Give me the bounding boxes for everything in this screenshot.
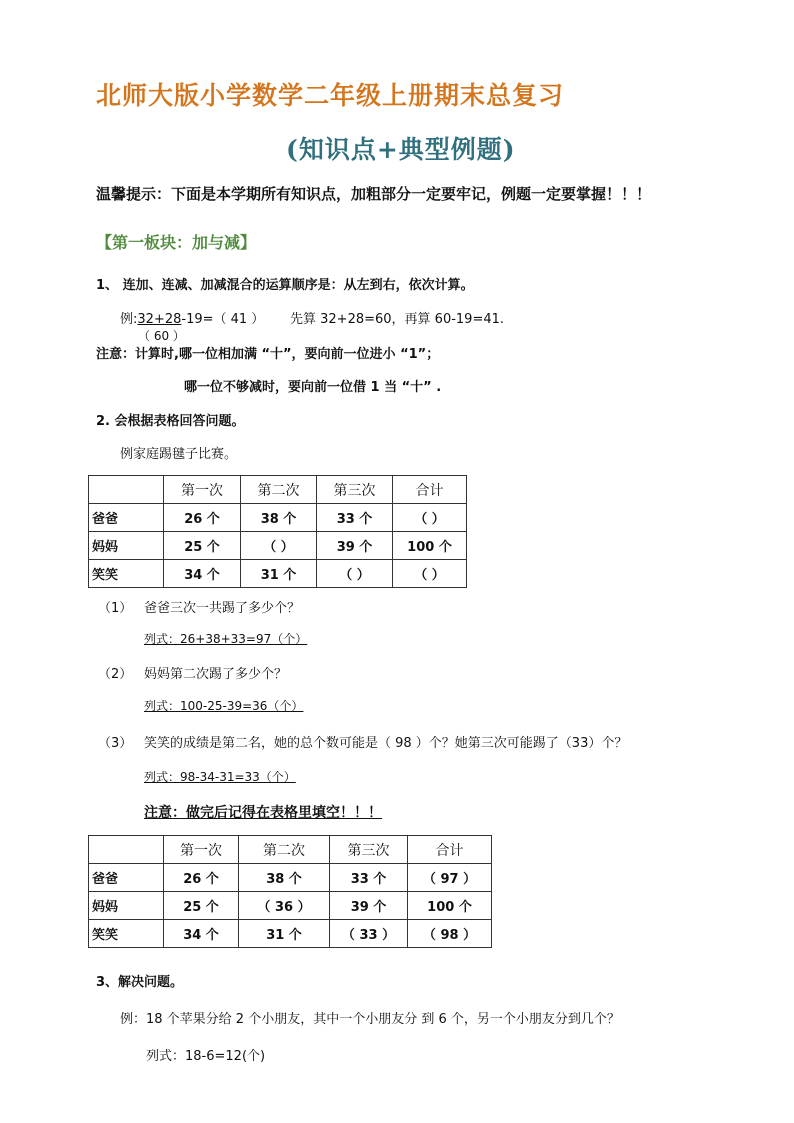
item2-example: 例家庭踢毽子比赛。 bbox=[120, 447, 238, 462]
table-cell: 第三次 bbox=[330, 836, 408, 864]
q1-number: （1） bbox=[98, 601, 133, 616]
table-cell: 第一次 bbox=[164, 476, 241, 504]
table-cell: 33 个 bbox=[317, 504, 393, 532]
table-cell: 妈妈 bbox=[89, 892, 164, 920]
table-cell: （ ） bbox=[317, 560, 393, 588]
item3-answer: 列式：18-6=12(个) bbox=[146, 1049, 266, 1064]
table-cell: 38 个 bbox=[241, 504, 317, 532]
table-cell: （ 98 ） bbox=[408, 920, 492, 948]
table-cell: 39 个 bbox=[317, 532, 393, 560]
q2-number: （2） bbox=[98, 667, 133, 682]
table-row bbox=[89, 504, 467, 532]
table-cell: 38 个 bbox=[239, 864, 330, 892]
table-cell: 合计 bbox=[393, 476, 467, 504]
item1-example bbox=[120, 308, 264, 327]
table-header-row bbox=[89, 476, 467, 504]
table-cell: 31 个 bbox=[239, 920, 330, 948]
table-header-row bbox=[89, 836, 492, 864]
example-sub-value: （ 60 ） bbox=[138, 329, 185, 343]
item1-note2: 哪一位不够减时，要向前一位借 1 当 “十” . bbox=[184, 380, 442, 395]
table-cell: 爸爸 bbox=[89, 864, 164, 892]
q1-text: 爸爸三次一共踢了多少个？ bbox=[144, 601, 301, 616]
table-cell: 100 个 bbox=[393, 532, 467, 560]
table-cell: 第三次 bbox=[317, 476, 393, 504]
item1-heading: 1、 连加、连减、加减混合的运算顺序是：从左到右，依次计算。 bbox=[96, 278, 474, 293]
table-cell: （ ） bbox=[393, 560, 467, 588]
table-cell bbox=[89, 836, 164, 864]
section-heading: 【第一板块：加与减】 bbox=[96, 233, 257, 252]
q3-number: （3） bbox=[98, 736, 133, 751]
table-row bbox=[89, 892, 492, 920]
item3-example: 例：18 个苹果分给 2 个小朋友，其中一个小朋友分 到 6 个，另一个小朋友分到几个？ bbox=[120, 1012, 620, 1027]
table-cell: 第二次 bbox=[239, 836, 330, 864]
q2-answer: 列式：100-25-39=36（个） bbox=[144, 699, 304, 713]
table-cell: 25 个 bbox=[164, 532, 241, 560]
table-cell: 34 个 bbox=[164, 920, 239, 948]
table-cell: 笑笑 bbox=[89, 920, 164, 948]
table-cell: 100 个 bbox=[408, 892, 492, 920]
table-cell: 26 个 bbox=[164, 864, 239, 892]
example-underlined: 32+28 bbox=[137, 312, 182, 327]
item3-heading: 3、解决问题。 bbox=[96, 975, 184, 990]
table-cell: 39 个 bbox=[330, 892, 408, 920]
q3-answer: 列式：98-34-31=33（个） bbox=[144, 770, 296, 784]
table-cell: 爸爸 bbox=[89, 504, 164, 532]
table-cell: （ 36 ） bbox=[239, 892, 330, 920]
table-cell: 第一次 bbox=[164, 836, 239, 864]
example-note: 先算 32+28=60，再算 60-19=41. bbox=[290, 312, 505, 327]
table-row bbox=[89, 560, 467, 588]
table-cell bbox=[89, 476, 164, 504]
table-cell: 25 个 bbox=[164, 892, 239, 920]
tip-text: 温馨提示：下面是本学期所有知识点，加粗部分一定要牢记，例题一定要掌握！！！ bbox=[96, 185, 652, 203]
score-table-1 bbox=[88, 475, 467, 588]
fill-table-note: 注意：做完后记得在表格里填空！！！ bbox=[144, 805, 382, 821]
table-cell: 34 个 bbox=[164, 560, 241, 588]
table-cell: 33 个 bbox=[330, 864, 408, 892]
item2-heading: 2. 会根据表格回答问题。 bbox=[96, 414, 245, 429]
q2-text: 妈妈第二次踢了多少个？ bbox=[144, 667, 288, 682]
table-cell: 笑笑 bbox=[89, 560, 164, 588]
table-cell: （ ） bbox=[393, 504, 467, 532]
table-cell: （ 33 ） bbox=[330, 920, 408, 948]
example-prefix: 例: bbox=[120, 312, 138, 327]
q1-answer: 列式：26+38+33=97（个） bbox=[144, 632, 308, 646]
page-subtitle: (知识点+典型例题) bbox=[286, 135, 516, 164]
example-rest: -19=（ 41 ） bbox=[181, 312, 265, 327]
table-cell: 31 个 bbox=[241, 560, 317, 588]
table-row bbox=[89, 864, 492, 892]
score-table-2 bbox=[88, 835, 492, 948]
table-cell: （ 97 ） bbox=[408, 864, 492, 892]
page-title: 北师大版小学数学二年级上册期末总复习 bbox=[96, 81, 565, 110]
table-cell: （ ） bbox=[241, 532, 317, 560]
table-row bbox=[89, 532, 467, 560]
table-row bbox=[89, 920, 492, 948]
item1-note1: 注意：计算时,哪一位相加满 “十”，要向前一位进小 “1”； bbox=[96, 347, 440, 362]
table-cell: 合计 bbox=[408, 836, 492, 864]
q3-text: 笑笑的成绩是第二名，她的总个数可能是（ 98 ）个？她第三次可能踢了（33）个？ bbox=[144, 736, 628, 751]
table-cell: 第二次 bbox=[241, 476, 317, 504]
table-cell: 妈妈 bbox=[89, 532, 164, 560]
table-cell: 26 个 bbox=[164, 504, 241, 532]
